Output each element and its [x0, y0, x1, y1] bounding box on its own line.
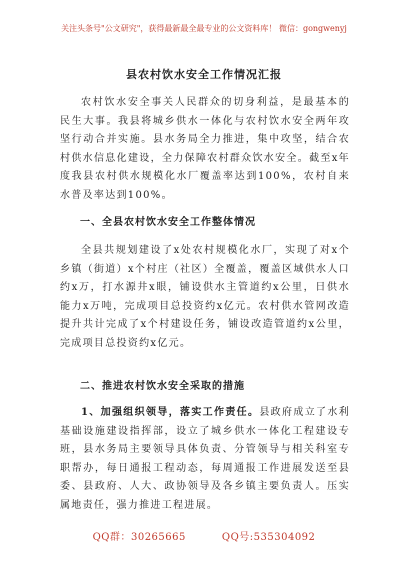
measure-1-lead: 1、加强组织领导，落实工作责任。	[81, 407, 260, 418]
measure-1-text: 县政府成立了水利基础设施建设指挥部，设立了城乡供水一体化工程建设专班，县水务局主要领导具体负责、分管领导与相关科室专职帮办，每日通报工程动态，每周通报工作进展发送至县委、县政府、人大、政协领导及各乡镇主要负责人。压实属地责任，强力推进工程进展。	[60, 407, 350, 511]
section-heading-1: 一、全县农村饮水安全工作整体情况	[80, 217, 256, 228]
overview-paragraph: 全县共规划建设了x处农村规模化水厂，实现了对x个乡镇（街道）x个村庄（社区）全覆盖，覆盖区域供水人口约x万，打水源井x眼，铺设供水主管道约x公里，日供水能力x万吨，完成项目总投资约x亿元。农村供水管网改造提升共计完成了x个村建设任务，铺设改造管道约x公里，完成项目总投资约x亿元。	[60, 245, 350, 349]
wechat-id: gongwenyj	[302, 24, 347, 33]
contact-footer	[0, 532, 408, 544]
qq-group: QQ群：30265665	[92, 532, 186, 543]
promo-banner	[0, 24, 408, 34]
intro-paragraph: 农村饮水安全事关人民群众的切身利益，是最基本的民生大事。我县将城乡供水一体化与农村饮水安全两年攻坚行动合并实施。县水务局全力推进，集中攻坚，结合农村供水信息化建设，全力保障农村群众饮水安全。截至x年度我县农村供水规模化水厂覆盖率达到100%，农村自来水普及率达到100%。	[60, 97, 350, 201]
qq-number: QQ号:535304092	[221, 532, 316, 543]
section-heading-2: 二、推进农村饮水安全采取的措施	[80, 381, 245, 392]
document-title: 县农村饮水安全工作情况汇报	[126, 68, 282, 81]
wechat-label: 微信：	[278, 24, 303, 33]
measures-paragraph	[60, 404, 350, 515]
promo-banner-text: 关注头条号"公文研究"，获得最新最全最专业的公文资料库！	[61, 24, 277, 33]
